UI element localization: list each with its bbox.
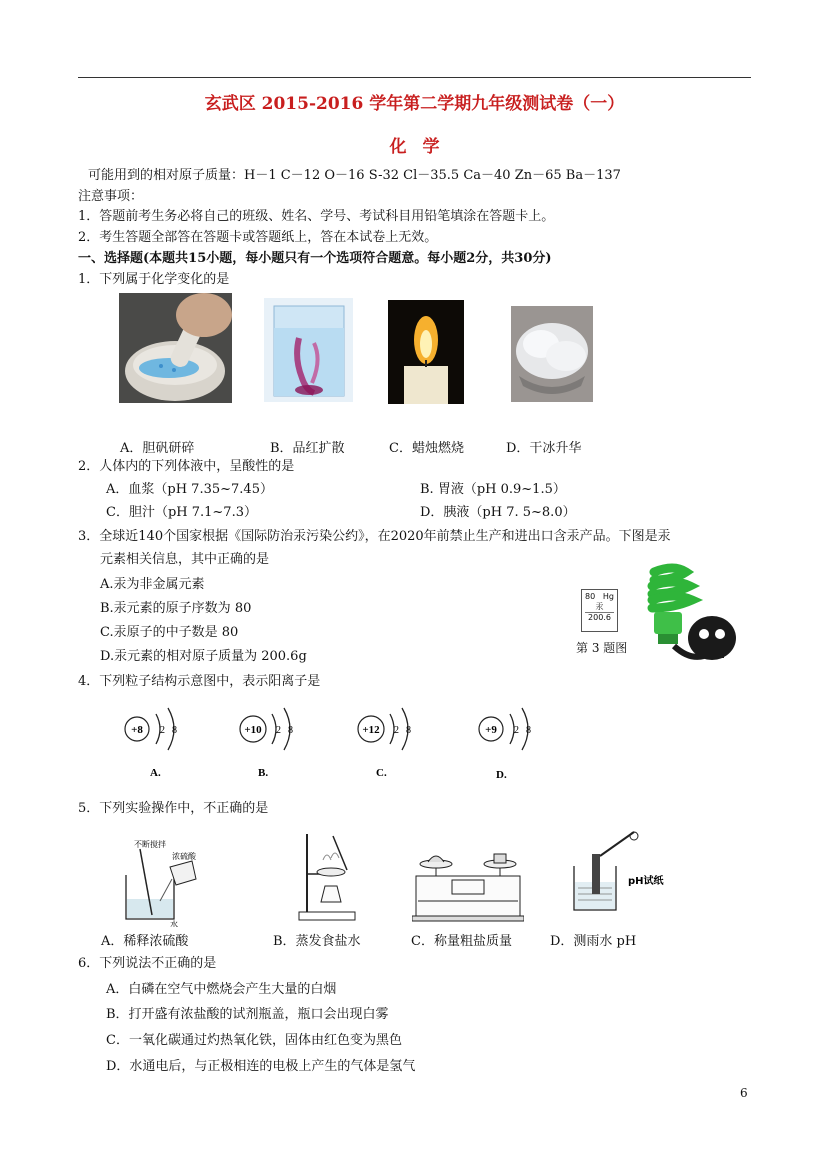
element-symbol: Hg xyxy=(602,592,614,601)
particle-c-label: C. xyxy=(376,767,387,779)
q6-stem: 6．下列说法不正确的是 xyxy=(78,956,217,971)
q1-option-b: B．品红扩散 xyxy=(270,441,345,456)
particle-diagrams xyxy=(110,700,560,785)
q2-option-d: D．胰液（pH 7. 5~8.0） xyxy=(420,505,576,520)
atomic-masses: 可能用到的相对原子质量：H－1 C－12 O－16 S-32 Cl－35.5 Ca－40 Zn－65 Ba－137 xyxy=(88,168,621,183)
particle-b-label: B. xyxy=(258,767,269,779)
particle-c-shell-2: 8 xyxy=(406,725,411,736)
particle-c-shell-1: 2 xyxy=(394,725,399,736)
ph-test-illustration xyxy=(570,826,680,914)
element-name: 汞 xyxy=(595,602,604,611)
ph-paper-label: pH试纸 xyxy=(628,876,664,887)
candle-photo xyxy=(388,300,464,404)
q3-option-c: C.汞原子的中子数是 80 xyxy=(100,625,239,640)
q3-option-a: A.汞为非金属元素 xyxy=(100,577,205,592)
note-1: 1．答题前考生务必将自己的班级、姓名、学号、考试科目用铅笔填涂在答题卡上。 xyxy=(78,209,555,224)
q1-option-c: C．蜡烛燃烧 xyxy=(389,441,464,456)
q2-option-b: B. 胃液（pH 0.9~1.5） xyxy=(420,482,566,497)
particle-b-nucleus: +10 xyxy=(244,724,262,736)
element-mass: 200.6 xyxy=(585,612,614,623)
q5-option-d: D．测雨水 pH xyxy=(550,934,637,949)
q2-option-c: C．胆汁（pH 7.1~7.3） xyxy=(106,505,257,520)
particle-b-shell-2: 8 xyxy=(288,725,293,736)
q3-option-d: D.汞元素的相对原子质量为 200.6g xyxy=(100,649,307,664)
q3-figure-caption: 第 3 题图 xyxy=(576,641,628,655)
q5-option-b: B．蒸发食盐水 xyxy=(273,934,361,949)
q3-stem-line2: 元素相关信息，其中正确的是 xyxy=(100,552,270,567)
q1-option-a: A．胆矾研碎 xyxy=(120,441,195,456)
particle-d-shell-1: 2 xyxy=(514,725,519,736)
q6-option-d: D．水通电后，与正极相连的电极上产生的气体是氢气 xyxy=(106,1059,416,1074)
q5-stem: 5．下列实验操作中，不正确的是 xyxy=(78,801,269,816)
section-heading: 一、选择题(本题共15小题，每小题只有一个选项符合题意。每小题2分，共30分) xyxy=(78,251,552,266)
element-number: 80 xyxy=(585,592,596,601)
dry-ice-photo xyxy=(511,306,593,402)
q3-option-b: B.汞元素的原子序数为 80 xyxy=(100,601,252,616)
particle-d-shell-2: 8 xyxy=(526,725,531,736)
q6-option-c: C．一氧化碳通过灼热氧化铁，固体由红色变为黑色 xyxy=(106,1033,402,1048)
subject-title: 化学 xyxy=(389,137,456,157)
q6-option-a: A．白磷在空气中燃烧会产生大量的白烟 xyxy=(106,982,337,997)
q5-option-c: C．称量粗盐质量 xyxy=(411,934,512,949)
q5-option-a: A．稀释浓硫酸 xyxy=(101,934,189,949)
water-label: 水 xyxy=(170,920,178,927)
evaporation-illustration xyxy=(293,830,367,922)
header-rule xyxy=(78,77,751,78)
beaker-diffusion-photo xyxy=(264,298,353,402)
particle-a-shell-1: 2 xyxy=(160,725,165,736)
q2-stem: 2．人体内的下列体液中，呈酸性的是 xyxy=(78,459,295,474)
acid-label: 浓硫酸 xyxy=(172,852,196,861)
mercury-lamp-illustration xyxy=(634,560,744,670)
particle-d-nucleus: +9 xyxy=(485,724,497,736)
notes-heading: 注意事项： xyxy=(78,189,144,204)
q1-option-d: D．干冰升华 xyxy=(506,441,582,456)
particle-d-label: D. xyxy=(496,769,507,781)
note-2: 2．考生答题全部答在答题卡或答题纸上，答在本试卷上无效。 xyxy=(78,230,438,245)
stir-label: 不断搅拌 xyxy=(134,840,166,849)
particle-a xyxy=(125,708,177,779)
q2-option-a: A．血浆（pH 7.35~7.45） xyxy=(106,482,273,497)
element-card xyxy=(581,589,618,632)
q3-stem-line1: 3．全球近140个国家根据《国际防治汞污染公约》，在2020年前禁止生产和进出口含汞产品。下图是汞 xyxy=(78,529,671,544)
q6-option-b: B．打开盛有浓盐酸的试剂瓶盖，瓶口会出现白雾 xyxy=(106,1007,389,1022)
particle-c xyxy=(358,708,411,779)
particle-a-label: A. xyxy=(150,767,161,779)
dilute-acid-illustration xyxy=(118,835,208,927)
particle-d xyxy=(479,708,531,781)
balance-illustration xyxy=(412,846,524,922)
mortar-photo xyxy=(119,293,232,403)
q1-stem: 1．下列属于化学变化的是 xyxy=(78,272,230,287)
q4-stem: 4．下列粒子结构示意图中，表示阳离子是 xyxy=(78,674,321,689)
particle-a-nucleus: +8 xyxy=(131,724,143,736)
page-number: 6 xyxy=(740,1086,748,1100)
particle-c-nucleus: +12 xyxy=(362,724,380,736)
particle-a-shell-2: 8 xyxy=(172,725,177,736)
particle-b-shell-1: 2 xyxy=(276,725,281,736)
particle-b xyxy=(240,708,293,779)
exam-title: 玄武区 2015-2016 学年第二学期九年级测试卷（一） xyxy=(204,94,625,114)
